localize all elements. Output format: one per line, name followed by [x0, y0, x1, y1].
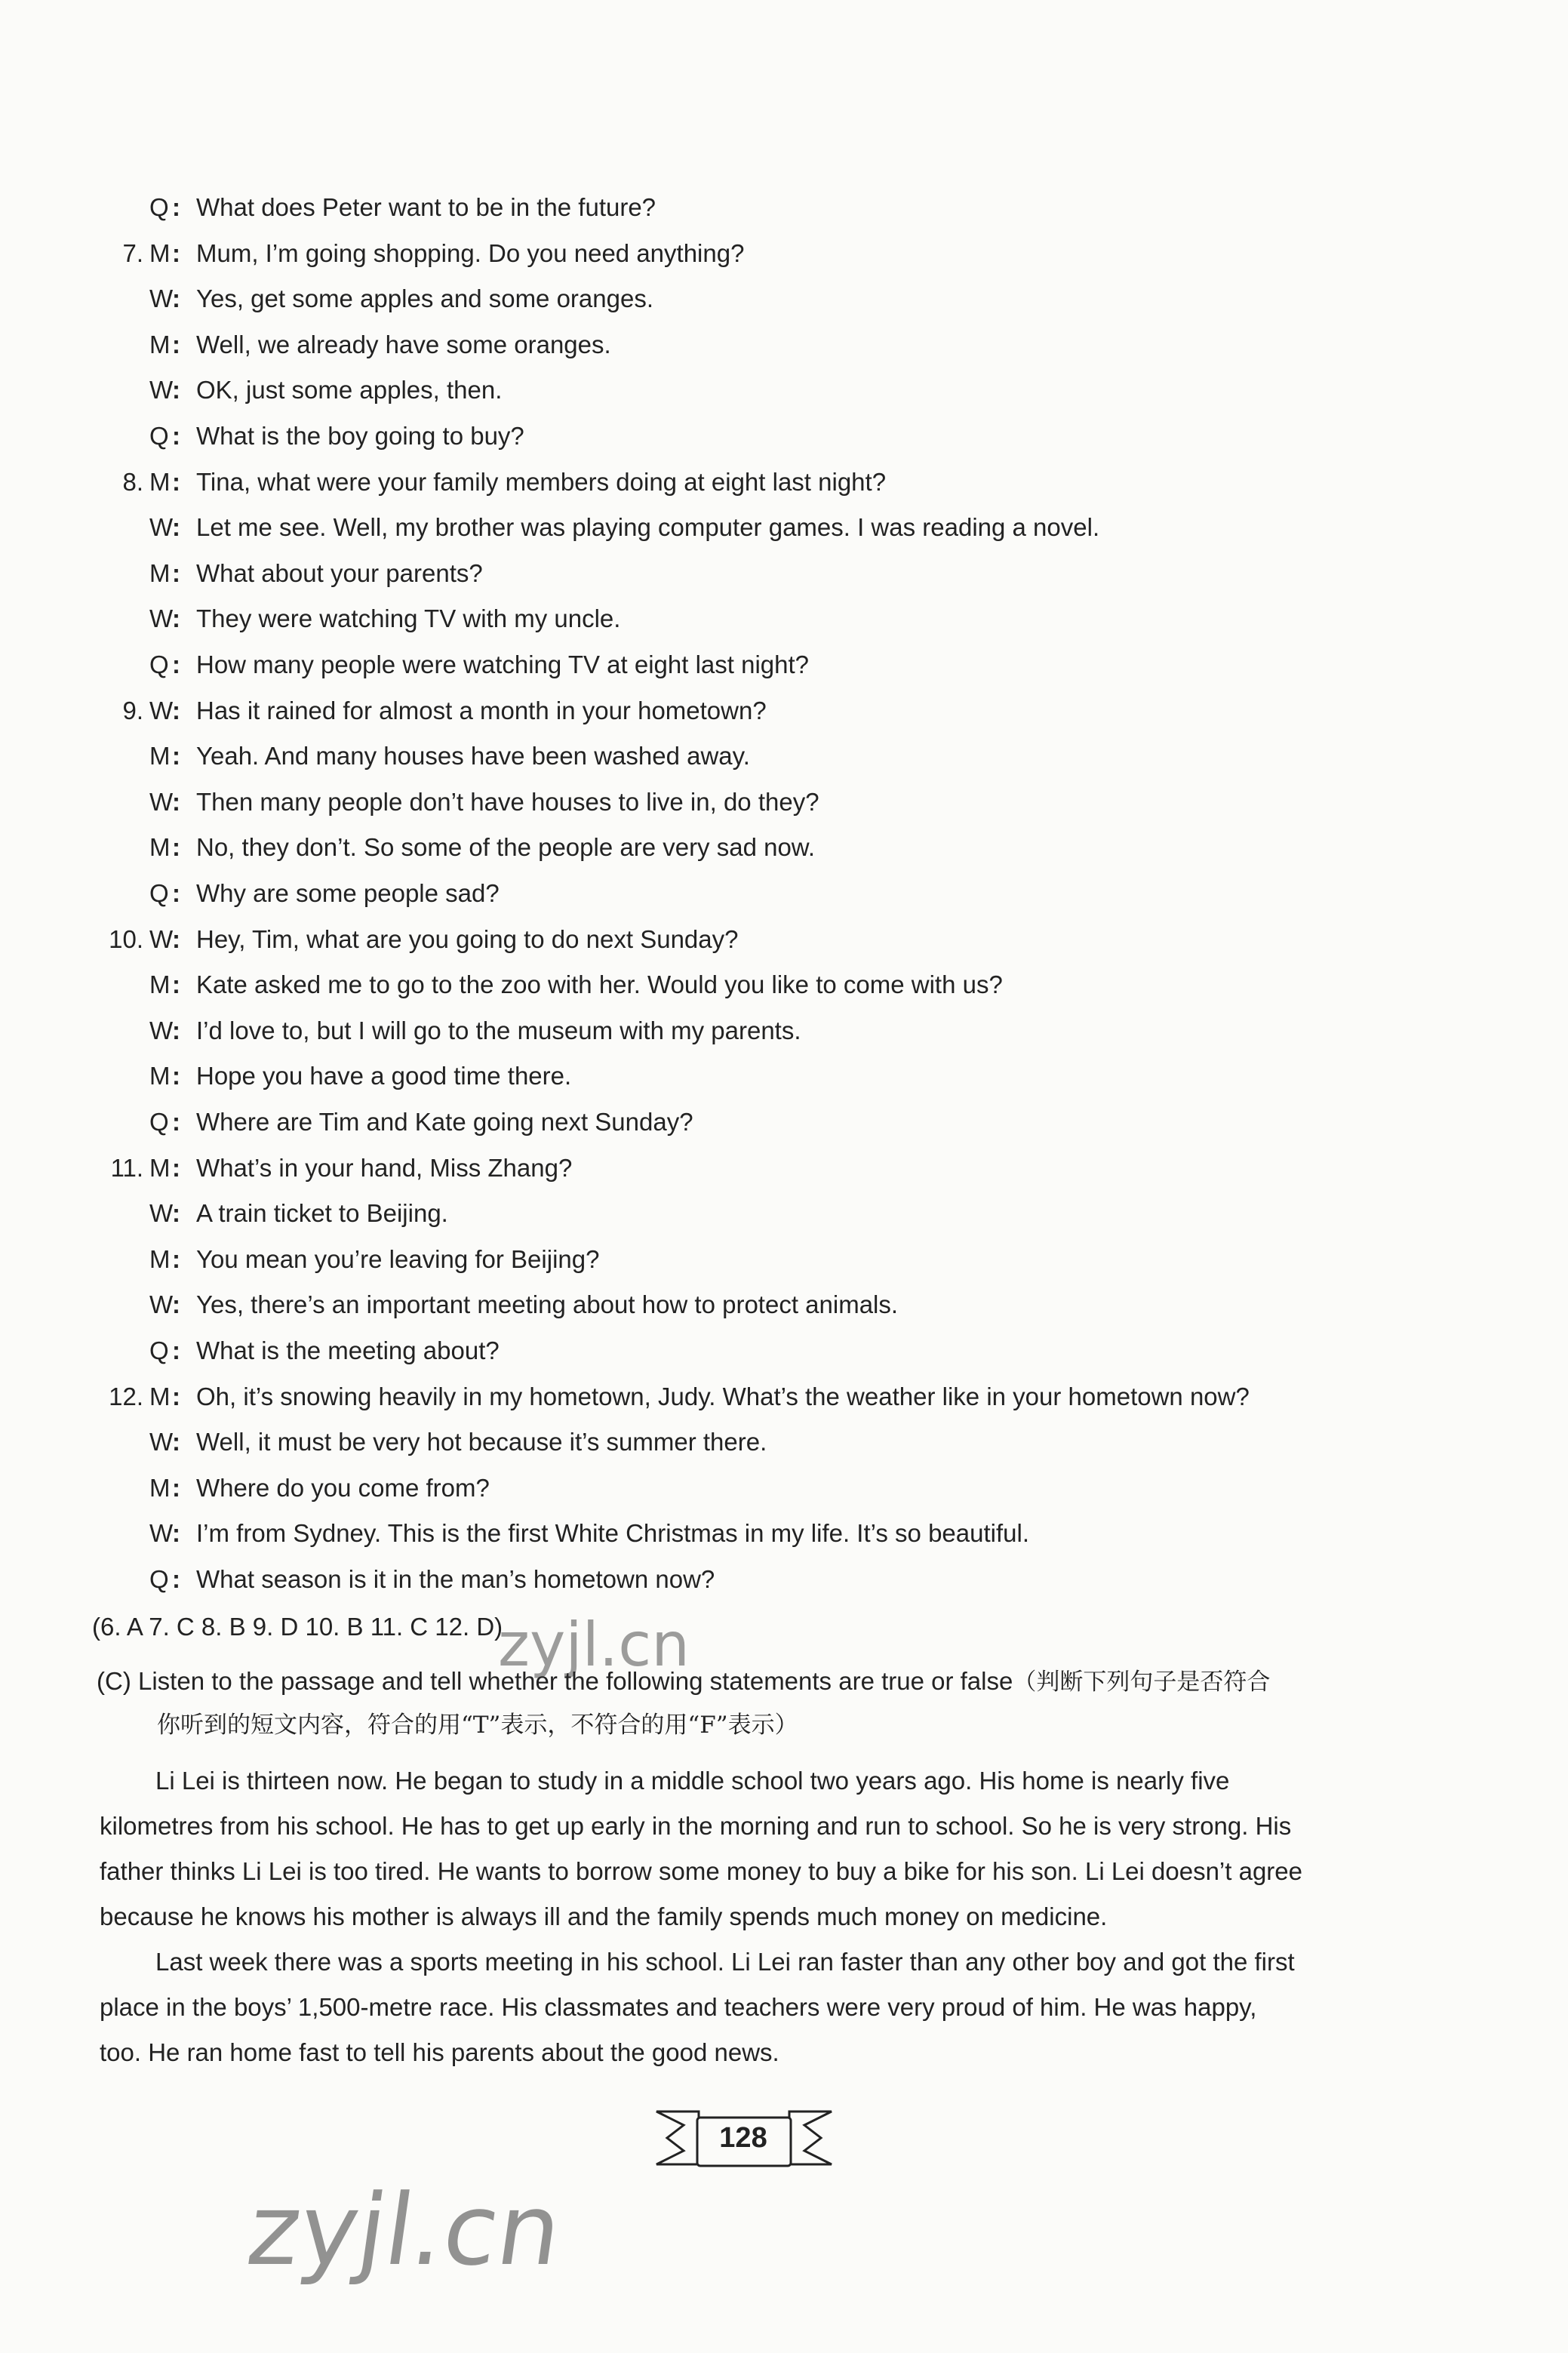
dialogue-text: Yes, there’s an important meeting about how to protect animals. [196, 1290, 899, 1318]
speaker-label: Q [149, 879, 169, 907]
speaker-colon: : [172, 925, 180, 953]
speaker-colon: : [172, 1474, 180, 1502]
speaker-label: M [149, 742, 171, 770]
question-number: 9. [122, 697, 143, 724]
speaker-label: Q [149, 651, 169, 678]
speaker-label: W [149, 925, 174, 953]
dialogue-text: Where do you come from? [196, 1474, 490, 1502]
speaker-label: M [149, 833, 171, 861]
speaker-colon: : [172, 1565, 180, 1593]
speaker-label: W [149, 1519, 174, 1547]
passage-line: too. He ran home fast to tell his parents about the good news. [100, 2038, 779, 2066]
speaker-label: Q [149, 422, 169, 450]
speaker-label: M [149, 1383, 171, 1410]
speaker-colon: : [172, 193, 180, 221]
speaker-colon: : [172, 1383, 180, 1410]
speaker-colon: : [172, 513, 180, 541]
speaker-colon: : [172, 833, 180, 861]
dialogue-text: Well, it must be very hot because it’s summer there. [196, 1428, 767, 1456]
dialogue-text: Yeah. And many houses have been washed away. [196, 742, 750, 770]
speaker-label: W [149, 604, 174, 632]
speaker-colon: : [172, 1154, 180, 1182]
speaker-label: W [149, 788, 174, 816]
speaker-label: Q [149, 1108, 169, 1136]
section-c-heading [97, 1666, 1394, 1697]
speaker-colon: : [172, 1108, 180, 1136]
watermark-bottom: zyjl.cn [241, 2173, 569, 2287]
speaker-colon: : [172, 376, 180, 404]
section-c-instruction-zh: （判断下列句子是否符合 [1013, 1669, 1271, 1696]
speaker-label: W [149, 697, 174, 724]
speaker-colon: : [172, 331, 180, 358]
speaker-label: M [149, 559, 171, 587]
speaker-colon: : [172, 468, 180, 496]
speaker-colon: : [172, 1519, 180, 1547]
passage-line: because he knows his mother is always ill and the family spends much money on medicine. [100, 1902, 1108, 1930]
speaker-label: M [149, 331, 171, 358]
speaker-colon: : [172, 1290, 180, 1318]
dialogue-text: Tina, what were your family members doing at eight last night? [196, 468, 887, 496]
dialogue-text: What is the boy going to buy? [196, 422, 524, 450]
question-number: 7. [122, 239, 143, 267]
dialogue-text: I’m from Sydney. This is the first White Christmas in my life. It’s so beautiful. [196, 1519, 1030, 1547]
speaker-colon: : [172, 1336, 180, 1364]
dialogue-text: Where are Tim and Kate going next Sunday? [196, 1108, 693, 1136]
speaker-colon: : [172, 285, 180, 312]
page-number: 128 [719, 2122, 767, 2154]
speaker-label: Q [149, 1336, 169, 1364]
speaker-label: W [149, 1290, 174, 1318]
speaker-label: W [149, 376, 174, 404]
question-number: 11. [110, 1154, 143, 1182]
speaker-colon: : [172, 422, 180, 450]
question-number: 10. [109, 925, 143, 953]
dialogue-text: A train ticket to Beijing. [196, 1199, 448, 1227]
watermark-middle: zyjl.cn [498, 1610, 690, 1680]
speaker-colon: : [172, 1199, 180, 1227]
dialogue-text: What season is it in the man’s hometown now? [196, 1565, 715, 1593]
speaker-colon: : [172, 1245, 180, 1273]
speaker-label: M [149, 1474, 171, 1502]
dialogue-text: What does Peter want to be in the future? [196, 193, 656, 221]
section-c-instruction: Listen to the passage and tell whether the following statements are true or false [137, 1667, 1013, 1695]
dialogue-text: Hey, Tim, what are you going to do next Sunday? [196, 925, 739, 953]
speaker-label: W [149, 1428, 174, 1456]
dialogue-text: Oh, it’s snowing heavily in my hometown, Judy. What’s the weather like in your hometown now? [196, 1383, 1250, 1410]
section-c-label: (C) [97, 1667, 131, 1695]
speaker-colon: : [172, 697, 180, 724]
section-c-instruction-zh-line2: 你听到的短文内容，符合的用“T”表示，不符合的用“F”表示） [157, 1712, 798, 1739]
speaker-label: M [149, 239, 171, 267]
dialogue-text: Has it rained for almost a month in your hometown? [196, 697, 767, 724]
speaker-colon: : [172, 1017, 180, 1044]
speaker-colon: : [172, 239, 180, 267]
dialogue-text: How many people were watching TV at eight last night? [196, 651, 810, 678]
speaker-label: W [149, 513, 174, 541]
speaker-label: W [149, 1199, 174, 1227]
dialogue-text: What is the meeting about? [196, 1336, 500, 1364]
passage-line: kilometres from his school. He has to get up early in the morning and run to school. So he is very strong. His [100, 1812, 1292, 1840]
dialogue-text: Yes, get some apples and some oranges. [196, 285, 654, 312]
speaker-colon: : [172, 559, 180, 587]
dialogue-text: Let me see. Well, my brother was playing computer games. I was reading a novel. [196, 513, 1100, 541]
question-number: 8. [122, 468, 143, 496]
dialogue-text: What about your parents? [196, 559, 483, 587]
speaker-colon: : [172, 604, 180, 632]
speaker-colon: : [172, 879, 180, 907]
dialogue-text: Then many people don’t have houses to live in, do they? [196, 788, 819, 816]
dialogue-text: Well, we already have some oranges. [196, 331, 611, 358]
dialogue-text: OK, just some apples, then. [196, 376, 503, 404]
dialogue-text: You mean you’re leaving for Beijing? [196, 1245, 600, 1273]
speaker-colon: : [172, 1428, 180, 1456]
answer-key: (6. A 7. C 8. B 9. D 10. B 11. C 12. D) [92, 1613, 503, 1641]
speaker-label: W [149, 285, 174, 312]
speaker-colon: : [172, 651, 180, 678]
dialogue-text: I’d love to, but I will go to the museum with my parents. [196, 1017, 801, 1044]
passage-line: place in the boys’ 1,500-metre race. His classmates and teachers were very proud of him. He was happy, [100, 1993, 1257, 2021]
speaker-colon: : [172, 788, 180, 816]
dialogue-text: What’s in your hand, Miss Zhang? [196, 1154, 573, 1182]
speaker-label: W [149, 1017, 174, 1044]
passage-line: Li Lei is thirteen now. He began to study in a middle school two years ago. His home is nearly five [155, 1767, 1230, 1795]
speaker-label: M [149, 1062, 171, 1090]
speaker-colon: : [172, 970, 180, 998]
speaker-label: M [149, 970, 171, 998]
speaker-label: M [149, 468, 171, 496]
passage-line: father thinks Li Lei is too tired. He wants to borrow some money to buy a bike for his son. Li Lei doesn’t agree [100, 1857, 1303, 1885]
dialogue-text: Hope you have a good time there. [196, 1062, 572, 1090]
dialogue-text: Kate asked me to go to the zoo with her. Would you like to come with us? [196, 970, 1003, 998]
speaker-label: M [149, 1154, 171, 1182]
speaker-colon: : [172, 742, 180, 770]
dialogue-text: No, they don’t. So some of the people are very sad now. [196, 833, 815, 861]
dialogue-text: Mum, I’m going shopping. Do you need anything? [196, 239, 745, 267]
question-number: 12. [109, 1383, 143, 1410]
speaker-label: Q [149, 1565, 169, 1593]
speaker-label: M [149, 1245, 171, 1273]
dialogue-text: They were watching TV with my uncle. [196, 604, 621, 632]
passage-line: Last week there was a sports meeting in his school. Li Lei ran faster than any other boy and got the first [155, 1948, 1295, 1976]
dialogue-text: Why are some people sad? [196, 879, 500, 907]
speaker-label: Q [149, 193, 169, 221]
speaker-colon: : [172, 1062, 180, 1090]
